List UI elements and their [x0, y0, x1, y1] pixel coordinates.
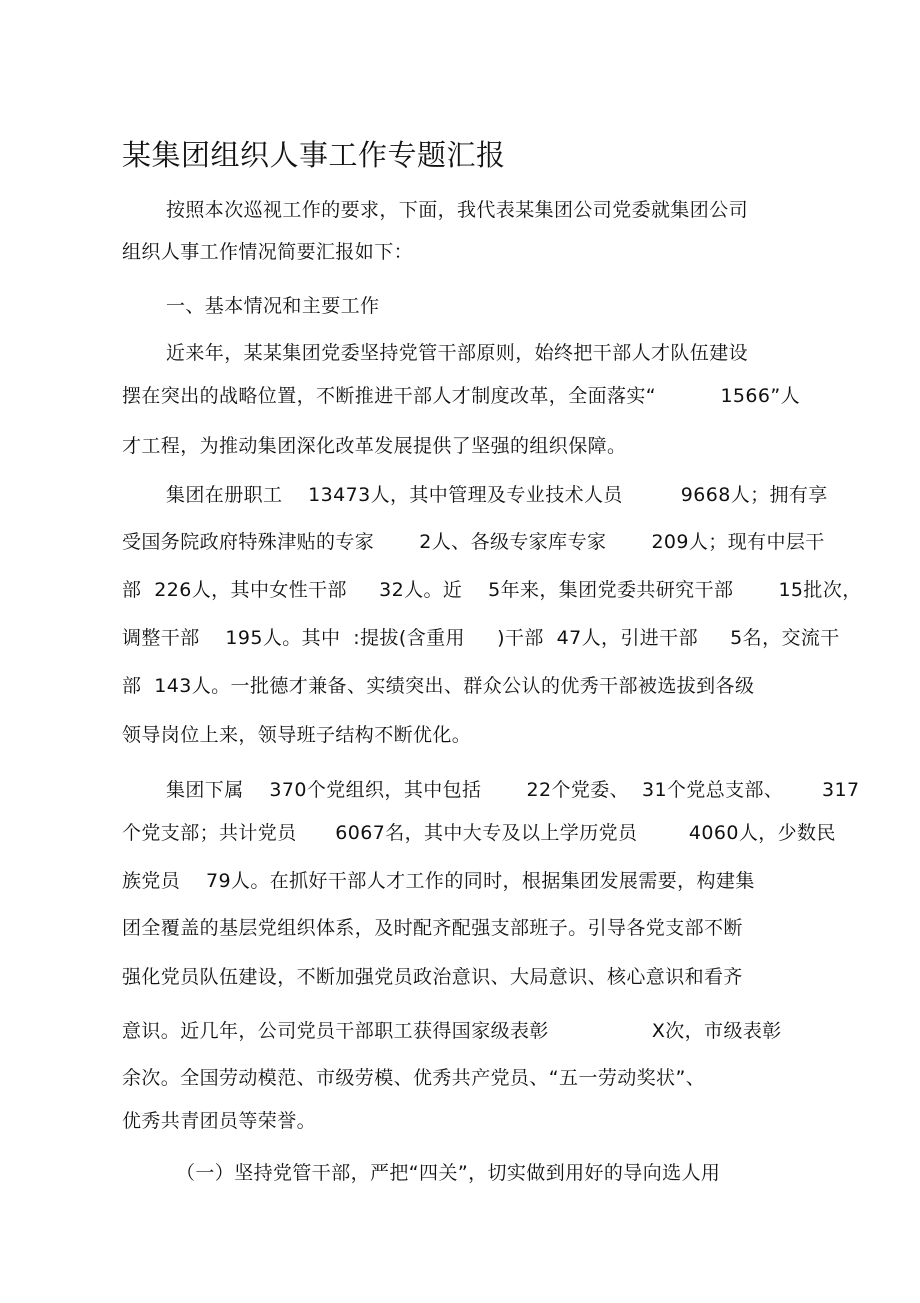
paragraph-line: 集团在册职工 13473人，其中管理及专业技术人员 9668人；拥有享 — [166, 484, 828, 506]
paragraph-line: 族党员 79人。在抓好干部人才工作的同时，根据集团发展需要，构建集 — [122, 870, 755, 892]
paragraph-line: 组织人事工作情况简要汇报如下： — [122, 241, 414, 263]
paragraph-line: 强化党员队伍建设，不断加强党员政治意识、大局意识、核心意识和看齐 — [122, 966, 743, 988]
paragraph-line: 调整干部 195人。其中 :提拔(含重用 )干部 47人，引进干部 5名，交流干 — [122, 627, 840, 649]
paragraph-line: 个党支部；共计党员 6067名，其中大专及以上学历党员 4060人，少数民 — [122, 822, 836, 844]
paragraph-line: 领导岗位上来，领导班子结构不断优化。 — [122, 724, 472, 746]
paragraph-line: 才工程，为推动集团深化改革发展提供了坚强的组织保障。 — [122, 435, 627, 457]
paragraph-line: 摆在突出的战略位置，不断推进干部人才制度改革，全面落实“ 1566”人 — [122, 385, 801, 407]
paragraph-line: 近来年，某某集团党委坚持党管干部原则，始终把干部人才队伍建设 — [166, 342, 749, 364]
paragraph-line: 意识。近几年，公司党员干部职工获得国家级表彰 X次，市级表彰 — [122, 1020, 782, 1042]
document-title: 某集团组织人事工作专题汇报 — [122, 138, 506, 172]
section-heading: （一）坚持党管干部，严把“四关”，切实做到用好的导向选人用 — [176, 1162, 721, 1184]
paragraph-line: 余次。全国劳动模范、市级劳模、优秀共产党员、“五一劳动奖状”、 — [122, 1067, 706, 1089]
paragraph-line: 部 226人，其中女性干部 32人。近 5年来，集团党委共研究干部 15批次， — [122, 579, 862, 601]
paragraph-line: 优秀共青团员等荣誉。 — [122, 1110, 317, 1132]
paragraph-line: 团全覆盖的基层党组织体系，及时配齐配强支部班子。引导各党支部不断 — [122, 917, 743, 939]
paragraph-line: 集团下属 370个党组织，其中包括 22个党委、 31个党总支部、 317 — [166, 779, 860, 801]
section-heading: 一、基本情况和主要工作 — [166, 295, 380, 317]
paragraph-line: 受国务院政府特殊津贴的专家 2人、各级专家库专家 209人；现有中层干 — [122, 531, 825, 553]
paragraph-line: 按照本次巡视工作的要求，下面，我代表某集团公司党委就集团公司 — [166, 199, 749, 221]
paragraph-line: 部 143人。一批德才兼备、实绩突出、群众公认的优秀干部被选拔到各级 — [122, 675, 755, 697]
